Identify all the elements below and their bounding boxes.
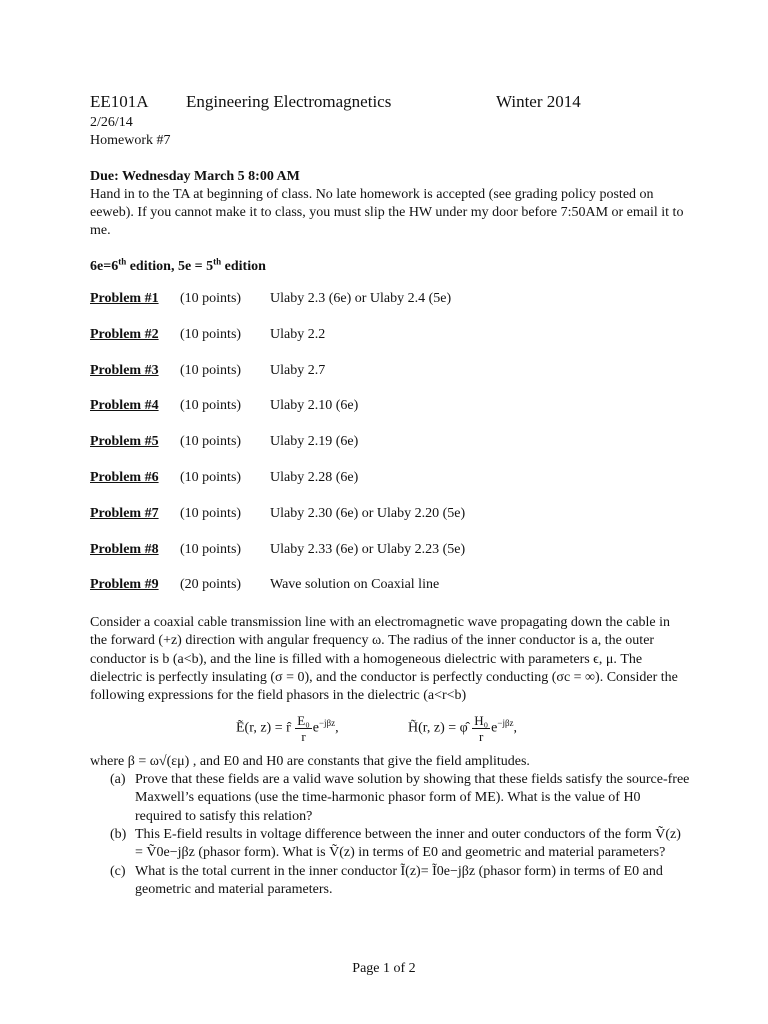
problem-points: (10 points): [180, 505, 242, 521]
e-field-denominator: r: [301, 729, 306, 745]
h-field-denominator: r: [479, 729, 484, 745]
problem-points: (20 points): [180, 577, 242, 593]
problem-label: Problem #4: [90, 398, 159, 414]
problem-points: (10 points): [180, 398, 242, 414]
problem-row: [90, 470, 690, 506]
e-field-tail: ,: [335, 720, 339, 736]
problem-label: Problem #9: [90, 577, 159, 593]
problem-points: (10 points): [180, 434, 242, 450]
part-text: Prove that these fields are a valid wave solution by showing that these fields satisfy the source-free Maxwell’s equations (use the time-harmonic phasor form of ME). What is the value of H0 required to satisfy this relation?: [135, 772, 690, 824]
problem-points: (10 points): [180, 326, 242, 342]
due-instructions: Hand in to the TA at beginning of class. No late homework is accepted (see grading policy posted on eeweb). If you cannot make it to class, you must slip the HW under my door before 7:50AM or email it to me.: [90, 187, 684, 238]
assignment-date: 2/26/14: [90, 115, 133, 130]
h-field-tail: ,: [513, 720, 518, 736]
part-text: What is the total current in the inner conductor Ĩ(z)= Ĩ0e−jβz (phasor form) in terms of E0 and geometric and material parameters.: [135, 863, 663, 897]
e-field-numerator: E₀: [297, 713, 310, 729]
problem-label: Problem #1: [90, 291, 159, 306]
problem-description: Ulaby 2.30 (6e) or Ulaby 2.20 (5e): [270, 505, 466, 521]
problem-label: Problem #7: [90, 505, 159, 521]
problem-part: [110, 863, 690, 900]
h-field-lhs: H̃(r, z) = φ̂: [408, 720, 468, 736]
problem-points: (10 points): [180, 469, 242, 485]
e-field-exp-base: e: [312, 720, 319, 736]
problem-row: [90, 506, 690, 542]
problem-points: (10 points): [180, 541, 242, 557]
problem9-parts: [90, 771, 690, 899]
part-label: (a): [110, 772, 126, 788]
problem-row: [90, 398, 690, 434]
homework-page: [90, 92, 690, 899]
e-field-equation: [236, 713, 339, 744]
h-field-exp-base: e: [491, 720, 498, 736]
problem-row: [90, 363, 690, 399]
assignment-title: Homework #7: [90, 133, 171, 148]
problem-description: Ulaby 2.10 (6e): [270, 398, 359, 414]
h-field-exponent: −jβz: [497, 718, 514, 729]
problem-description: Ulaby 2.19 (6e): [270, 434, 359, 450]
e-field-fraction: [295, 713, 311, 744]
problem-row: [90, 434, 690, 470]
problem-points: (10 points): [180, 291, 242, 306]
problem-points: (10 points): [180, 362, 242, 378]
course-header: [90, 92, 690, 114]
problem-description: Ulaby 2.33 (6e) or Ulaby 2.23 (5e): [270, 541, 466, 557]
problem-description: Ulaby 2.28 (6e): [270, 469, 359, 485]
part-label: (b): [110, 827, 127, 843]
problem-row: [90, 542, 690, 578]
field-equations: [90, 709, 690, 753]
problem-description: Ulaby 2.7: [270, 362, 326, 378]
problem-label: Problem #5: [90, 434, 159, 450]
problem-row: [90, 327, 690, 363]
part-text: This E-field results in voltage difference between the inner and outer conductors of the form Ṽ(z) = Ṽ0e−jβz (phasor form). What is Ṽ(z) in terms of E0 and geometric and material parameters?: [135, 827, 681, 861]
part-label: (c): [110, 863, 126, 879]
where-clause: where β = ω√(εμ) , and E0 and H0 are constants that give the field amplitudes.: [90, 754, 530, 770]
h-field-fraction: [472, 713, 490, 744]
problem-list: [90, 291, 690, 613]
edition-note-fifth-sup: th: [213, 256, 222, 267]
course-code: EE101A: [90, 92, 149, 111]
problem-description: Wave solution on Coaxial line: [270, 577, 440, 593]
problem-description: Ulaby 2.3 (6e) or Ulaby 2.4 (5e): [270, 291, 452, 306]
edition-note-mid: edition, 5e = 5: [126, 259, 214, 274]
problem-label: Problem #2: [90, 326, 159, 342]
problem-row: [90, 291, 690, 327]
problem-label: Problem #3: [90, 362, 159, 378]
h-field-equation: [408, 713, 517, 744]
edition-note-sixth-sup: th: [118, 256, 127, 267]
e-field-lhs: Ẽ(r, z) = r̂: [236, 720, 291, 736]
problem9-intro: Consider a coaxial cable transmission line with an electromagnetic wave propagating down the cable in the forward (+z) direction with angular frequency ω. The radius of the inner conductor is a, the outer conductor is b (a<b), and the line is filled with a homogeneous dielectric with parameters ϵ, μ. The dielectric is perfectly insulating (σ = 0), and the conductor is perfectly conducting (σc = ∞). Consider the following expressions for the field phasors in the dielectric (a<r<b): [90, 615, 678, 703]
h-field-numerator: H₀: [474, 713, 489, 729]
course-term: Winter 2014: [496, 92, 581, 111]
edition-note: [90, 258, 690, 276]
problem-label: Problem #8: [90, 541, 159, 557]
e-field-exponent: −jβz: [318, 718, 336, 729]
edition-note-end: edition: [221, 259, 266, 274]
problem-part: [110, 771, 690, 826]
problem-row: [90, 577, 690, 613]
page-number: Page 1 of 2: [352, 961, 416, 976]
problem-description: Ulaby 2.2: [270, 326, 326, 342]
problem-part: [110, 826, 690, 863]
due-heading: Due: Wednesday March 5 8:00 AM: [90, 169, 300, 184]
edition-note-sixth: 6e=6: [90, 259, 119, 274]
problem-label: Problem #6: [90, 469, 159, 485]
course-name: Engineering Electromagnetics: [186, 92, 392, 111]
